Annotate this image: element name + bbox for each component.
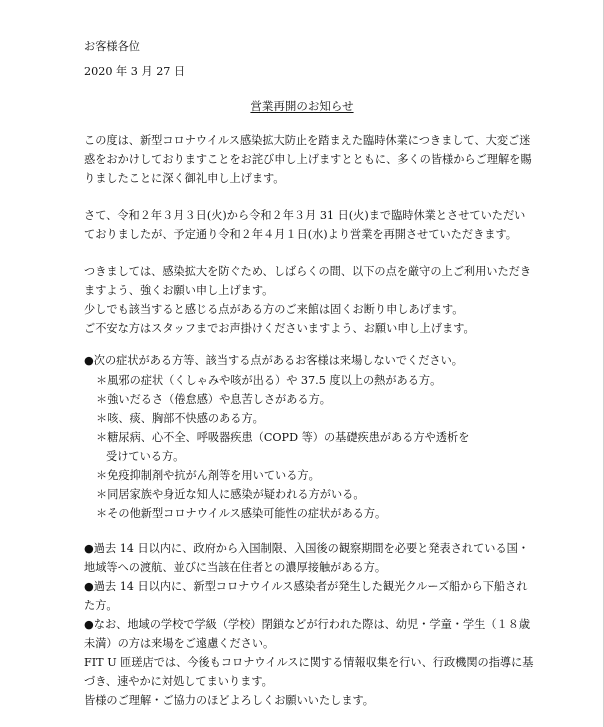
travel-line: ●過去 14 日以内に、新型コロナウイルス感染者が発生した観光クルーズ船から下船され bbox=[84, 580, 528, 593]
request-line: ますよう、強くお願い申し上げます。 bbox=[84, 284, 274, 297]
closing-line: づき、速やかに対処してまいります。 bbox=[84, 675, 273, 688]
travel-line: た方。 bbox=[84, 599, 118, 612]
travel-line: ●なお、地域の学校で学級（学校）閉鎖などが行われた際は、幼児・学童・学生（１８歳 bbox=[84, 618, 531, 631]
document-title: 営業再開のお知らせ bbox=[250, 99, 354, 113]
date: 2020 年 3 月 27 日 bbox=[84, 65, 186, 78]
symptom-item: ＊強いだるさ（倦怠感）や息苦しさがある方。 bbox=[96, 393, 331, 406]
symptom-item: ＊同居家族や身近な知人に感染が疑われる方がいる。 bbox=[96, 488, 365, 501]
symptom-item: ＊その他新型コロナウイルス感染可能性の症状がある方。 bbox=[96, 507, 387, 520]
reopen-line: ておりましたが、予定通り令和２年４月１日(水)より営業を再開させていただきます。 bbox=[84, 228, 517, 241]
closing-line: FIT U 匝瑳店では、今後もコロナウイルスに関する情報収集を行い、行政機関の指導に基 bbox=[84, 656, 534, 669]
symptom-item: ＊咳、痰、胸部不快感のある方。 bbox=[96, 412, 264, 425]
recipient: お客様各位 bbox=[84, 40, 140, 53]
symptom-item-continuation: 受けている方。 bbox=[106, 450, 185, 463]
symptom-item: ＊糖尿病、心不全、呼吸器疾患（COPD 等）の基礎疾患がある方や透析を bbox=[96, 431, 470, 444]
symptom-item: ＊風邪の症状（くしゃみや咳が出る）や 37.5 度以上の熱がある方。 bbox=[96, 374, 442, 387]
travel-line: ●過去 14 日以内に、政府から入国制限、入国後の観察期間を必要と発表されている国・ bbox=[84, 542, 530, 555]
travel-line: 未満）の方は来場をご遠慮ください。 bbox=[84, 637, 275, 650]
request-line: ご不安な方はスタッフまでお声掛けくださいますよう、お願い申し上げます。 bbox=[84, 322, 475, 335]
travel-line: 地域等への渡航、並びに当該在住者との濃厚接触がある方。 bbox=[84, 561, 387, 574]
reopen-line: さて、令和２年３月３日(火)から令和２年３月 31 日(火)まで臨時休業とさせていただい bbox=[84, 209, 526, 222]
symptoms-heading: ●次の症状がある方等、該当する点があるお客様は来場しないでください。 bbox=[84, 354, 463, 367]
request-line: つきましては、感染拡大を防ぐため、しばらくの間、以下の点を厳守の上ご利用いただき bbox=[84, 265, 532, 278]
intro-line: この度は、新型コロナウイルス感染拡大防止を踏まえた臨時休業につきまして、大変ご迷 bbox=[84, 134, 531, 147]
intro-line: りましたことに深く御礼申し上げます。 bbox=[84, 172, 285, 185]
closing-line: 皆様のご理解・ご協力のほどよろしくお願いいたします。 bbox=[84, 694, 374, 707]
symptom-item: ＊免疫抑制剤や抗がん剤等を用いている方。 bbox=[96, 469, 320, 482]
intro-line: 惑をおかけしておりますことをお詫び申し上げますとともに、多くの皆様からご理解を賜 bbox=[84, 153, 532, 166]
request-line: 少しでも該当すると感じる点がある方のご来館は固くお断り申しあげます。 bbox=[84, 303, 464, 316]
